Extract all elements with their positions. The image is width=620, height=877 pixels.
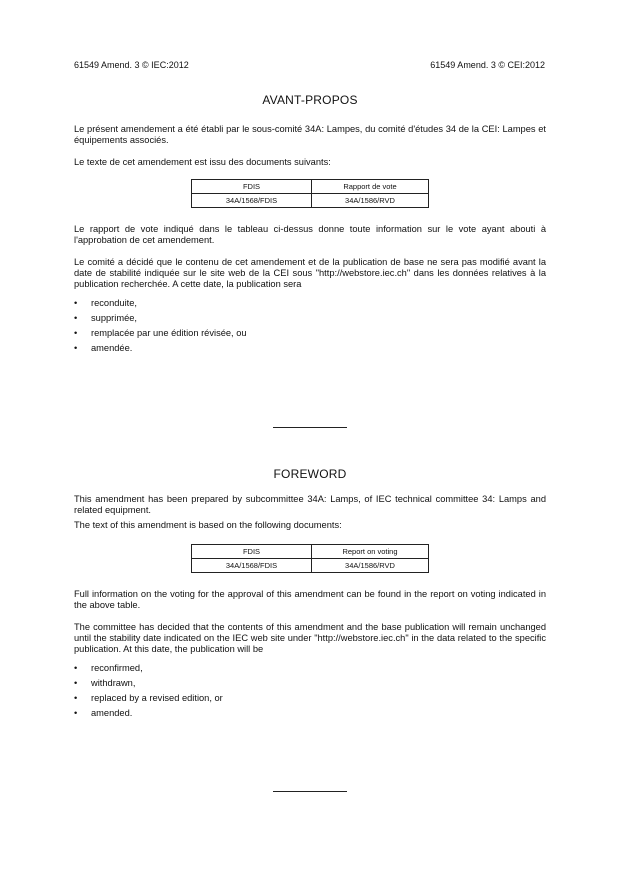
list-item: • reconfirmed, [74,661,546,676]
en-paragraph-4: The committee has decided that the contents of this amendment and the base publication will remain unchanged until the stability date indicated on the IEC web site under "http://webstore.iec.ch" in the data related to the specific publication. At this date, the publication will be [74,622,546,654]
table-header-cell: FDIS [192,180,312,194]
en-documents-table [191,544,429,573]
bullet-icon: • [74,693,78,703]
bullet-icon: • [74,298,78,308]
fr-paragraph-3: Le rapport de vote indiqué dans le tableau ci-dessus donne toute information sur le vote ayant abouti à l'approbation de cet amendement. [74,224,546,245]
table-header-cell: Rapport de vote [312,180,429,194]
fr-paragraph-1: Le présent amendement a été établi par le sous-comité 34A: Lampes, du comité d'études 34 de la CEI: Lampes et équipements associés. [74,124,546,145]
section-foreword [74,467,546,721]
fr-documents-table [191,179,429,208]
fr-bullet-list [74,296,546,356]
table-cell: 34A/1568/FDIS [192,194,312,208]
en-paragraph-3: Full information on the voting for the approval of this amendment can be found in the report on voting indicated in the above table. [74,589,546,610]
table-cell: 34A/1586/RVD [312,559,429,573]
list-item: • withdrawn, [74,676,546,691]
table-row [192,194,429,208]
fr-paragraph-4: Le comité a décidé que le contenu de cet amendement et de la publication de base ne sera pas modifié avant la date de stabilité indiquée sur le site web de la CEI sous "http://webstore.iec.ch" dans les données relatives à la publication recherchée. A cette date, la publication sera [74,257,546,289]
separator-rule-fr [273,427,347,428]
en-paragraph-1: This amendment has been prepared by subcommittee 34A: Lamps, of IEC technical committee 34: Lamps and related equipment. [74,494,546,515]
list-item: • supprimée, [74,311,546,326]
table-header-cell: Report on voting [312,545,429,559]
bullet-icon: • [74,663,78,673]
en-bullet-list [74,661,546,721]
table-cell: 34A/1586/RVD [312,194,429,208]
bullet-icon: • [74,678,78,688]
header-right-reference: 61549 Amend. 3 © CEI:2012 [430,60,545,70]
table-cell: 34A/1568/FDIS [192,559,312,573]
list-item: • reconduite, [74,296,546,311]
list-item: • amended. [74,706,546,721]
fr-paragraph-2: Le texte de cet amendement est issu des documents suivants: [74,157,331,167]
list-item: • amendée. [74,341,546,356]
bullet-icon: • [74,708,78,718]
bullet-icon: • [74,313,78,323]
table-header-cell: FDIS [192,545,312,559]
table-header-row [192,545,429,559]
list-item: • remplacée par une édition révisée, ou [74,326,546,341]
table-row [192,559,429,573]
section-title-foreword: FOREWORD [273,467,347,481]
section-title-avant-propos: AVANT-PROPOS [262,93,358,107]
bullet-icon: • [74,343,78,353]
list-item: • replaced by a revised edition, or [74,691,546,706]
section-avant-propos [74,93,546,356]
header-left-reference: 61549 Amend. 3 © IEC:2012 [74,60,189,70]
en-paragraph-2: The text of this amendment is based on the following documents: [74,520,342,530]
separator-rule-en [273,791,347,792]
bullet-icon: • [74,328,78,338]
table-header-row [192,180,429,194]
